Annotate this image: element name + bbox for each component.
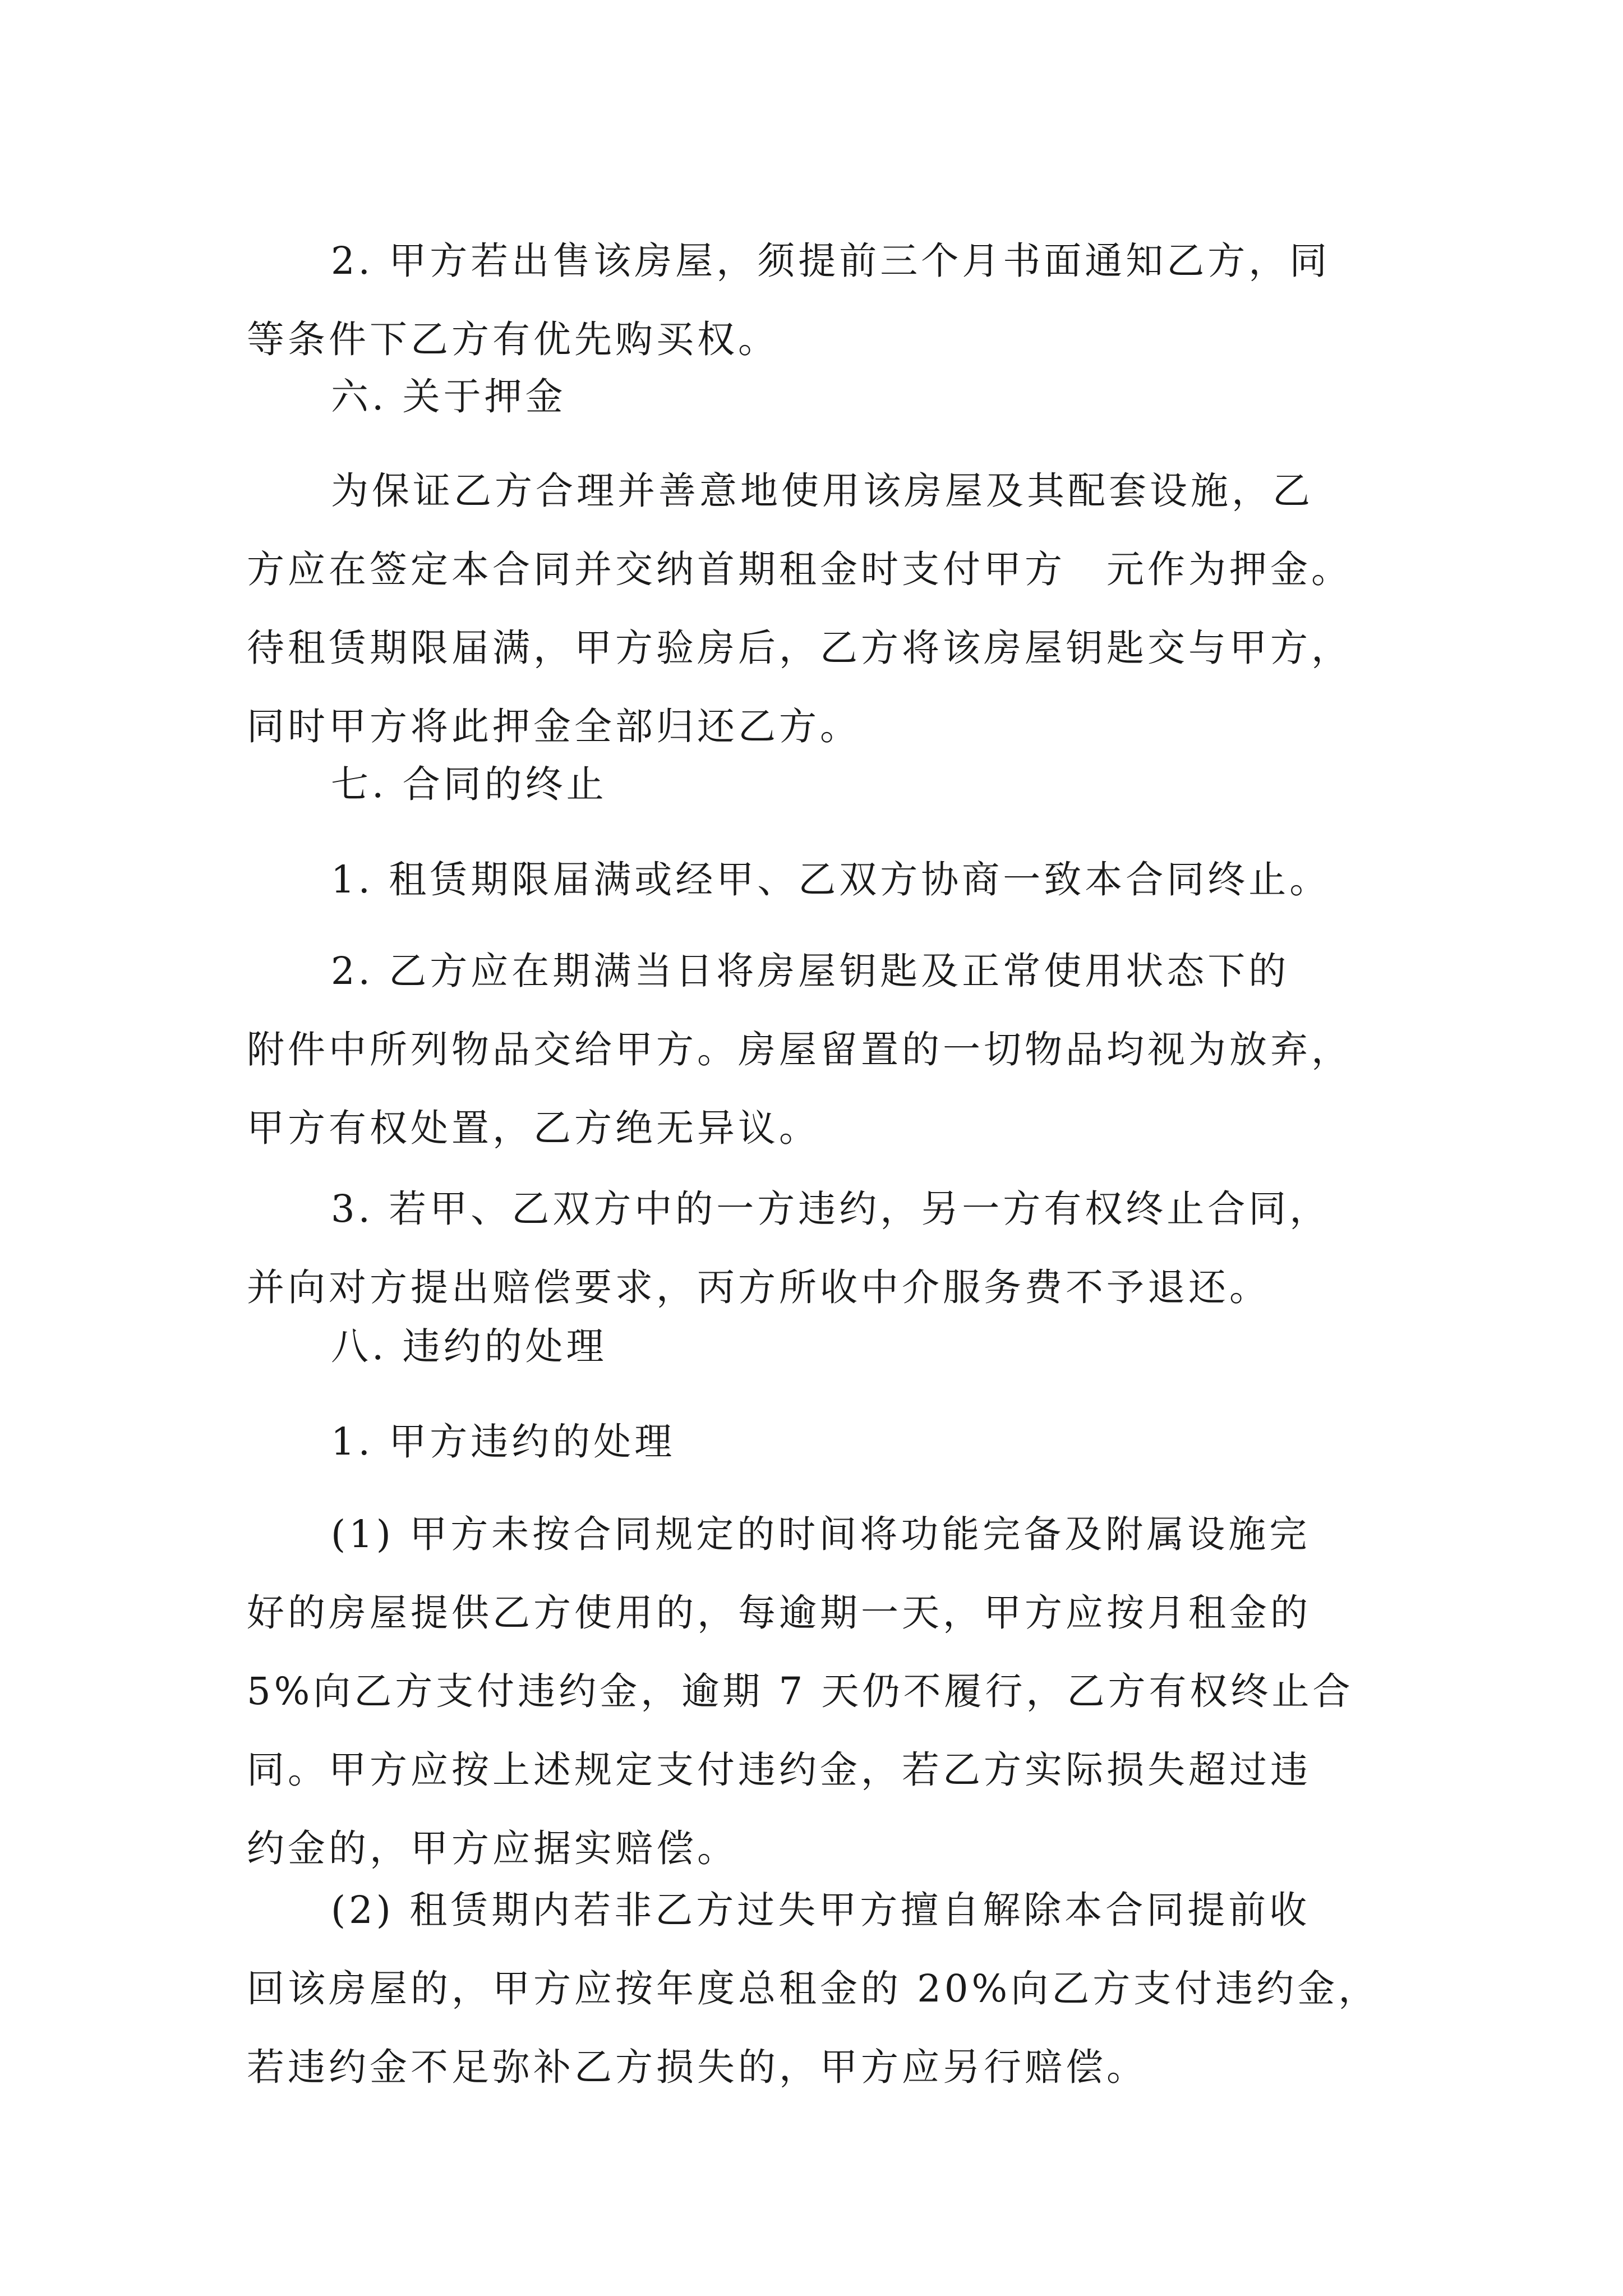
paragraph-deposit-terms	[247, 452, 1385, 766]
paragraph-line: 约金的，甲方应据实赔偿。	[247, 1826, 738, 1870]
paragraph-line: (1) 甲方未按合同规定的时间将功能完备及附属设施完	[331, 1512, 1311, 1556]
paragraph-line: (2) 租赁期内若非乙方过失甲方擅自解除本合同提前收	[331, 1888, 1311, 1932]
paragraph-sale-notice	[247, 222, 1385, 379]
paragraph-line: 并向对方提出赔偿要求，丙方所收中介服务费不予退还。	[247, 1266, 1270, 1309]
paragraph-line: 3. 若甲、乙双方中的一方违约，另一方有权终止合同，	[331, 1187, 1331, 1231]
paragraph-line: 1. 租赁期限届满或经甲、乙双方协商一致本合同终止。	[331, 858, 1331, 901]
paragraph-line: 等条件下乙方有优先购买权。	[247, 318, 779, 361]
paragraph-line: 若违约金不足弥补乙方损失的，甲方应另行赔偿。	[247, 2045, 1147, 2089]
paragraph-line: 附件中所列物品交给甲方。房屋留置的一切物品均视为放弃，	[247, 1028, 1352, 1071]
paragraph-line: 方应在签定本合同并交纳首期租金时支付甲方 元作为押金。	[247, 547, 1352, 591]
section-heading-termination	[247, 745, 1385, 823]
paragraph-line: 2. 乙方应在期满当日将房屋钥匙及正常使用状态下的	[331, 949, 1290, 993]
paragraph-line: 5%向乙方支付违约金，逾期 7 天仍不履行，乙方有权终止合	[247, 1669, 1354, 1713]
paragraph-line: 2. 甲方若出售该房屋，须提前三个月书面通知乙方，同	[331, 239, 1331, 283]
paragraph-line: 回该房屋的，甲方应按年度总租金的 20%向乙方支付违约金，	[247, 1967, 1380, 2010]
paragraph-line: 待租赁期限届满，甲方验房后，乙方将该房屋钥匙交与甲方，	[247, 626, 1352, 670]
paragraph-termination-1	[247, 840, 1385, 919]
section-heading-breach	[247, 1307, 1385, 1386]
paragraph-breach-clause-2	[247, 1871, 1385, 2106]
paragraph-breach-clause-1	[247, 1495, 1385, 1888]
paragraph-termination-3	[247, 1170, 1385, 1327]
subheading-party-a-breach	[247, 1402, 1385, 1481]
subheading-text: 1. 甲方违约的处理	[331, 1420, 676, 1464]
heading-text: 八. 违约的处理	[331, 1324, 607, 1368]
paragraph-line: 为保证乙方合理并善意地使用该房屋及其配套设施，乙	[331, 469, 1313, 513]
heading-text: 七. 合同的终止	[331, 762, 607, 806]
paragraph-termination-2	[247, 932, 1385, 1167]
paragraph-line: 同时甲方将此押金全部归还乙方。	[247, 705, 861, 748]
heading-text: 六. 关于押金	[331, 375, 566, 418]
paragraph-line: 甲方有权处置，乙方绝无异议。	[247, 1106, 820, 1150]
paragraph-line: 同。甲方应按上述规定支付违约金，若乙方实际损失超过违	[247, 1748, 1311, 1792]
section-heading-deposit	[247, 357, 1385, 436]
paragraph-line: 好的房屋提供乙方使用的，每逾期一天，甲方应按月租金的	[247, 1591, 1311, 1635]
